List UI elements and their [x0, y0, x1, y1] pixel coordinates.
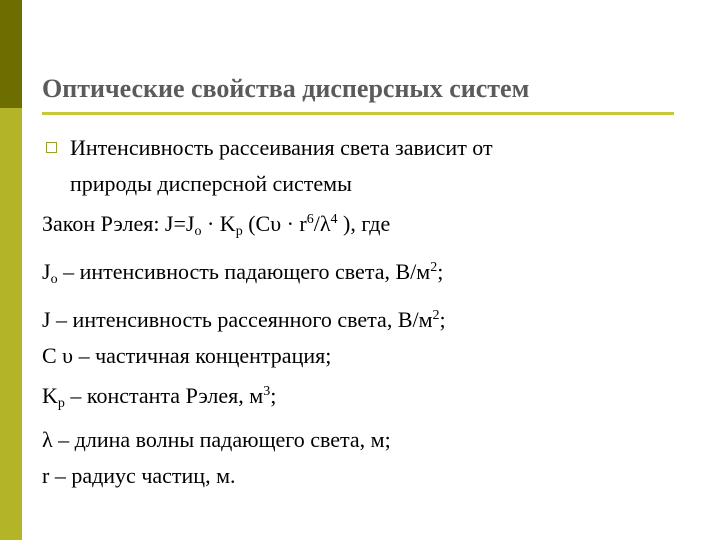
side-band-light — [0, 108, 22, 540]
title-underline — [42, 112, 674, 115]
definition-lambda: λ – длина волны падающего света, м; — [42, 427, 391, 452]
definition-c: C υ – частичная концентрация; — [42, 343, 332, 368]
j0-sup: 2 — [430, 260, 438, 275]
kp-sup: 3 — [263, 384, 271, 399]
slide-content — [42, 130, 682, 494]
side-band-dark — [0, 0, 22, 108]
kp-sub: p — [57, 396, 65, 411]
bullet-line-2: природы дисперсной системы — [70, 171, 352, 196]
law-sub-p: p — [235, 224, 243, 239]
j0-sub: o — [50, 272, 58, 287]
j-text: J – интенсивность рассеянного света, В/м — [42, 307, 433, 332]
j0-symbol: J — [42, 259, 51, 284]
rayleigh-law-line — [42, 202, 682, 250]
bullet-item — [42, 130, 682, 202]
j0-text: – интенсивность падающего света, В/м — [57, 259, 431, 284]
kp-end: ; — [270, 383, 277, 408]
j-sup: 2 — [432, 308, 440, 323]
definition-j0 — [42, 250, 682, 298]
definition-j — [42, 298, 682, 338]
law-sup-6: 6 — [306, 212, 314, 227]
law-part2: (Cυ · r — [242, 211, 307, 236]
kp-symbol: K — [42, 383, 58, 408]
j0-end: ; — [437, 259, 444, 284]
law-suffix: ), где — [337, 211, 391, 236]
hollow-square-bullet-icon — [46, 142, 57, 153]
bullet-line-1: Интенсивность рассеивания света зависит от — [70, 135, 493, 160]
law-sup-4: 4 — [330, 212, 338, 227]
law-part3: /λ — [313, 211, 331, 236]
j-end: ; — [439, 307, 446, 332]
slide-title: Оптические свойства дисперсных систем — [42, 74, 530, 103]
definition-r: r – радиус частиц, м. — [42, 463, 236, 488]
kp-text: – константа Рэлея, м — [64, 383, 264, 408]
law-dot-k: · K — [201, 211, 236, 236]
law-prefix: Закон Рэлея: J=J — [42, 211, 195, 236]
definition-kp — [42, 374, 682, 422]
law-sub-o: o — [194, 224, 202, 239]
